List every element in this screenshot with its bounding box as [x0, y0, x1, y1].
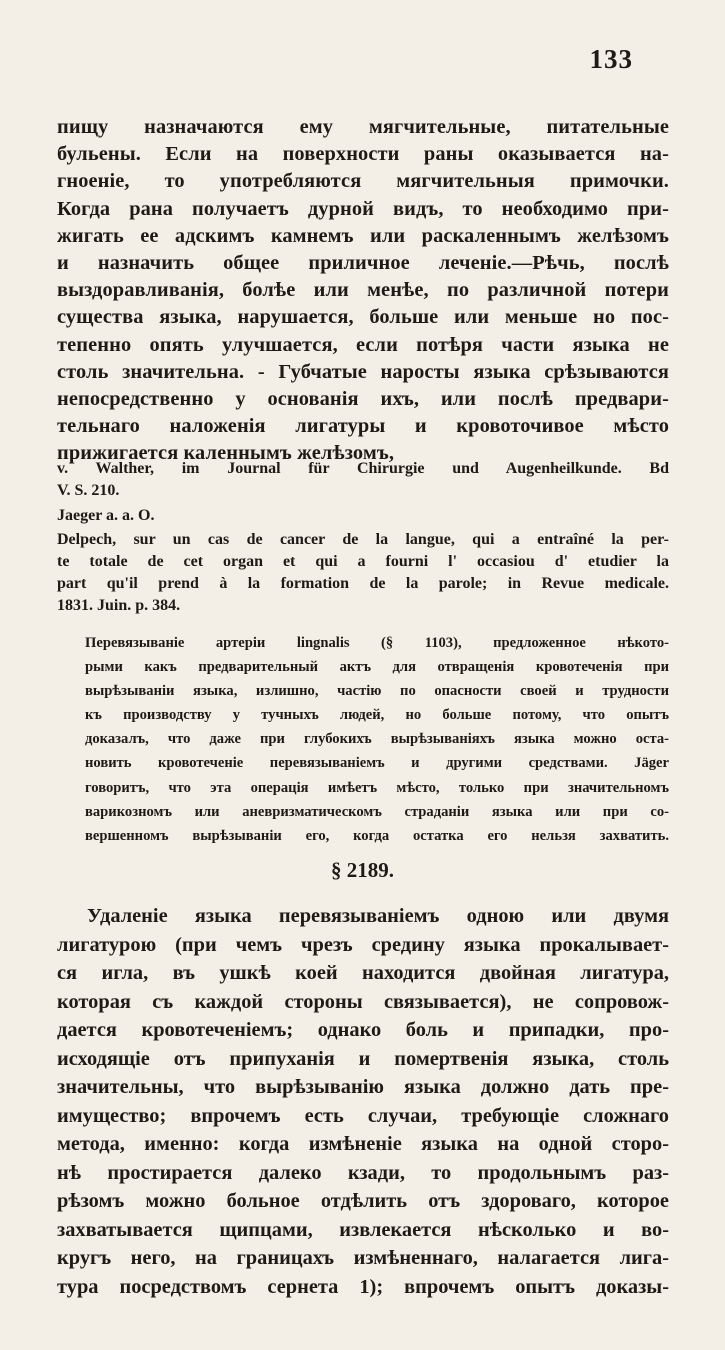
main-text-block [57, 114, 669, 468]
text-line: которая съ каждой стороны связывается), не сопровож- [57, 990, 669, 1013]
commentary-line: рыми какъ предварительный актъ для отвращенія кровотеченія при [85, 659, 669, 676]
text-line: исходящіе отъ припуханія и помертвенія языка, столь [57, 1047, 669, 1070]
text-line: столь значительна. - Губчатые наросты языка срѣзываются [57, 360, 669, 383]
text-line: метода, именно: когда измѣненіе языка на одной сторо- [57, 1133, 669, 1155]
text-line: тура посредствомъ сернета 1); впрочемъ опытъ доказы- [57, 1275, 669, 1298]
text-line: выздоравливанія, болѣе или менѣе, по различной потери [57, 279, 669, 302]
text-line: жигать ее адскимъ камнемъ или раскаленнымъ желѣзомъ [57, 224, 669, 247]
footnote-jaeger [57, 505, 669, 527]
text-line: лигатурою (при чемъ чрезъ средину языка прокалывает- [57, 933, 669, 956]
text-line: непосредственно у основанія ихъ, или послѣ предвари- [57, 388, 669, 411]
text-line: тепенно опять улучшается, если потѣря части языка не [57, 333, 669, 356]
commentary-line: говоритъ, что эта операція имѣетъ мѣсто, только при значительномъ [85, 779, 669, 796]
text-line: бульены. Если на поверхности раны оказывается на- [57, 143, 669, 166]
text-line: тельнаго наложенія лигатуры и кровоточивое мѣсто [57, 415, 669, 438]
section-heading: § 2189. [331, 858, 394, 882]
footnote-line: v. Walther, im Journal für Chirurgie und Augenheilkunde. Bd [57, 460, 669, 477]
commentary-line: варикозномъ или аневризматическомъ страданіи языка или при со- [85, 803, 669, 820]
text-line: нѣ простирается далеко кзади, то продольнымъ раз- [57, 1161, 669, 1184]
commentary-line: новить кровотеченіе перевязываніемъ и другими средствами. Jäger [85, 755, 669, 772]
text-line: значительны, что вырѣзыванію языка должно дать пре- [57, 1076, 669, 1098]
footnote-line: te totale de cet organ et qui a fourni l' occasiou d' etudier la [57, 553, 669, 571]
text-line: и назначить общее приличное леченіе.—Рѣчь, послѣ [57, 252, 669, 275]
footnote-line: 1831. Juin. p. 384. [57, 596, 181, 614]
text-line: Удаленіе языка перевязываніемъ одною или двумя [87, 905, 669, 927]
text-line: Когда рана получаетъ дурной видъ, то необходимо при- [57, 197, 669, 220]
text-line: имущество; впрочемъ есть случаи, требующіе сложнаго [57, 1104, 669, 1127]
text-line: рѣзомъ можно больное отдѣлить отъ здороваго, которое [57, 1190, 669, 1212]
footnote-walther [57, 458, 669, 502]
text-line: прижигается каленнымъ желѣзомъ, [57, 442, 395, 465]
section-body [57, 902, 669, 1301]
commentary-line: къ производству у тучныхъ людей, но больше потому, что опытъ [85, 707, 669, 724]
text-line: захватывается щипцами, извлекается нѣсколько и во- [57, 1218, 669, 1241]
text-line: гноеніе, то употребляются мягчительныя примочки. [57, 170, 669, 193]
page-number: 133 [589, 44, 633, 74]
commentary-line: Перевязываніе артеріи lingnalis (§ 1103), предложенное нѣкото- [85, 635, 669, 651]
text-line: кругъ него, на границахъ измѣненнаго, налагается лига- [57, 1247, 669, 1269]
text-line: ся игла, въ ушкѣ коей находится двойная лигатура, [57, 962, 669, 984]
text-line: существа языка, нарушается, больше или меньше но пос- [57, 306, 669, 329]
footnote-line: V. S. 210. [57, 481, 120, 499]
footnote-line: Jaeger a. a. O. [57, 506, 155, 524]
commentary-line: вершенномъ вырѣзываніи его, когда остатка его нельзя захватить. [85, 827, 669, 844]
footnote-line: Delpech, sur un cas de cancer de la langue, qui a entraîné la per- [57, 531, 669, 549]
footnotes [57, 458, 669, 620]
footnote-delpech [57, 529, 669, 616]
text-line: пищу назначаются ему мягчительные, питательные [57, 116, 669, 138]
commentary-block [85, 631, 669, 848]
commentary-line: вырѣзываніи языка, излишно, частію по опасности своей и трудности [85, 683, 669, 700]
footnote-line: part qu'il prend à la formation de la parole; in Revue medicale. [57, 574, 669, 592]
commentary-line: доказалъ, что даже при глубокихъ вырѣзываніяхъ языка можно оста- [85, 731, 669, 748]
text-line: дается кровотеченіемъ; однако боль и припадки, про- [57, 1019, 669, 1041]
